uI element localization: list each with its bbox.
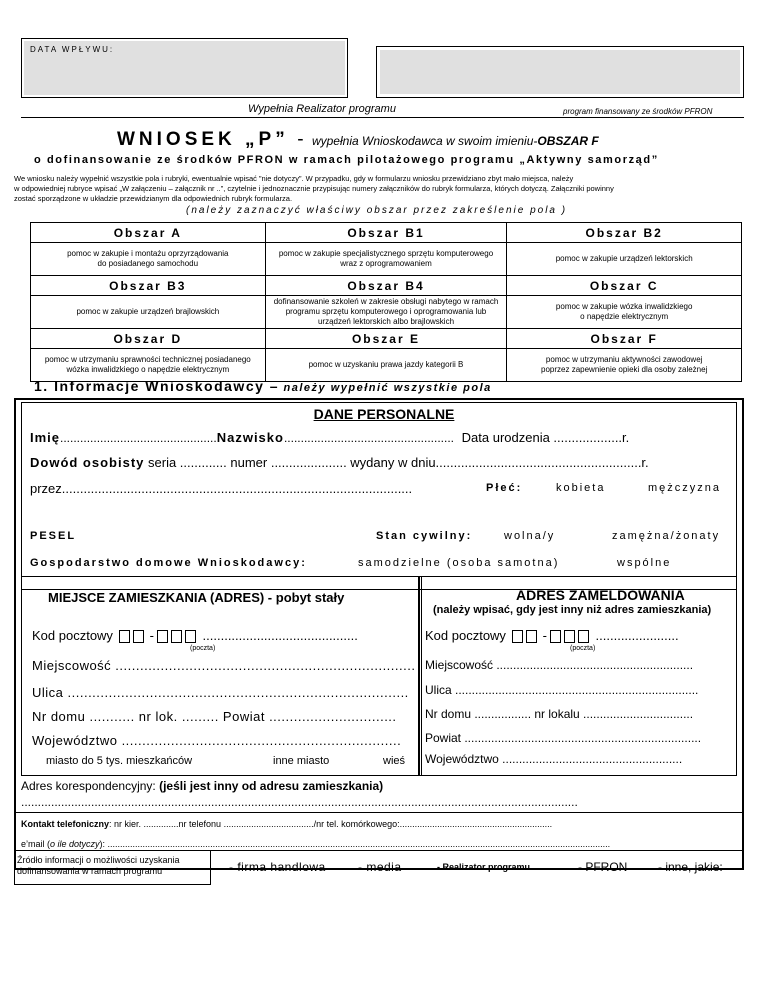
marital-married-option[interactable] — [612, 530, 720, 542]
household-shared-label: wspólne — [617, 557, 672, 569]
address-column-divider — [418, 576, 420, 776]
registration-title: ADRES ZAMELDOWANIA — [516, 587, 685, 603]
correspondence-label: Adres korespondencyjny: — [21, 779, 156, 793]
source-pfron-option[interactable]: - PFRON — [578, 860, 628, 874]
instructions — [14, 174, 754, 204]
info-source-label-line1: Źródło informacji o możliwości uzyskania — [17, 855, 180, 865]
registration-number-box — [376, 46, 744, 98]
area-b3-desc: pomoc w zakupie urządzeń brajlowskich — [31, 296, 266, 329]
email-note: o ile dotyczy — [50, 839, 100, 849]
date-received-label: DATA WPŁYWU: — [30, 45, 115, 54]
area-b3-cell[interactable]: Obszar B3 — [31, 276, 266, 296]
sex-female-option[interactable] — [556, 482, 605, 494]
area-f-desc: pomoc w utrzymaniu aktywności zawodowej poprzez zapewnienie opieki dla osoby zależnej — [507, 349, 742, 382]
locality-small-town-option[interactable]: miasto do 5 tys. mieszkańców — [46, 755, 193, 767]
area-e-desc: pomoc w uzyskaniu prawa jazdy kategorii B — [265, 349, 507, 382]
residence-title: MIEJSCE ZAMIESZKANIA (ADRES) - pobyt stały — [48, 590, 345, 605]
area-d-desc: pomoc w utrzymaniu sprawności technicznej posiadanego wózka inwalidzkiego o napędzie elektrycznym — [31, 349, 266, 382]
form-title — [117, 129, 599, 151]
sex-label: Płeć: — [486, 482, 523, 494]
contact-label: Kontakt telefoniczny — [21, 819, 110, 829]
header-divider — [21, 117, 744, 118]
registration-city-field[interactable]: Miejscowość ........................................................... — [425, 658, 694, 672]
locality-village-option[interactable]: wieś — [383, 755, 406, 767]
instructions-line2: w odpowiedniej rubryce wpisać „W załączeniu – załącznik nr ..”, czytelnie i jednoznacznie przypisując numery załączników do rubryk formularza, których dotyczą. Załączniki powinny — [14, 184, 614, 193]
date-received-box — [21, 38, 348, 98]
source-commercial-option[interactable]: - firma handlowa — [229, 860, 326, 874]
email-row — [21, 839, 610, 849]
registration-post-office-field[interactable]: ....................... — [595, 628, 679, 643]
area-d-cell[interactable]: Obszar D — [31, 329, 266, 349]
residence-street-field[interactable]: Ulica ................................................................................... — [32, 685, 409, 700]
realizator-note: Wypełnia Realizator programu — [248, 103, 396, 115]
area-b1-desc: pomoc w zakupie specjalistycznego sprzętu komputerowego wraz z oprogramowaniem — [265, 243, 507, 276]
registration-county-field[interactable]: Powiat ....................................................................... — [425, 731, 702, 745]
form-title-dash: - — [297, 129, 304, 150]
contact-row — [21, 819, 552, 829]
residence-city-field[interactable]: Miejscowość ......................................................................... — [32, 658, 416, 673]
residence-post-office-field[interactable]: ........................................... — [202, 628, 358, 643]
residence-postcode-row — [32, 628, 358, 643]
form-title-line2: o dofinansowanie ze środków PFRON w ramach pilotażowego programu „Aktywny samorząd” — [34, 154, 659, 166]
correspondence-note: (jeśli jest inny od adresu zamieszkania) — [159, 779, 384, 793]
birth-date-field[interactable]: Data urodzenia ...................r. — [461, 430, 630, 445]
info-source-label-line2: dofinansowania w ramach programu — [17, 866, 163, 876]
correspondence-row — [21, 779, 383, 793]
email-label: e’mail ( — [21, 839, 51, 849]
source-realizator-option[interactable]: - Realizator programu — [437, 862, 531, 872]
marital-single-label: wolna/y — [504, 530, 556, 542]
instructions-line3: zostać sporządzone w układzie przewidzianym dla odpowiednich rubryk formularza. — [14, 194, 293, 203]
area-b2-desc: pomoc w zakupie urządzeń lektorskich — [507, 243, 742, 276]
area-b4-desc: dofinansowanie szkoleń w zakresie obsługi nabytego w ramach programu sprzętu komputerowego i oprogramowania lub urządzeń lektorskich albo brajlowskich — [265, 296, 507, 329]
registration-postcode-boxes[interactable]: - — [512, 628, 592, 643]
area-b1-cell[interactable]: Obszar B1 — [265, 223, 507, 243]
last-name-label: Nazwisko — [216, 430, 284, 445]
id-card-label: Dowód osobisty — [30, 455, 145, 470]
marital-single-option[interactable] — [504, 530, 555, 542]
issued-by-field[interactable]: przez................................................................................................. — [30, 481, 413, 496]
form-title-subtitle: wypełnia Wnioskodawca w swoim imieniu- — [311, 134, 538, 148]
residence-house-field[interactable]: Nr domu ........... nr lok. ......... Powiat ............................... — [32, 709, 397, 724]
email-field[interactable]: ): ......................................................................................................................................................................................................... — [99, 839, 611, 849]
correspondence-field[interactable]: ....................................................................................................................................................................... — [21, 795, 578, 809]
pesel-label: PESEL — [30, 530, 77, 542]
household-shared-option[interactable] — [617, 557, 671, 569]
household-single-option[interactable] — [358, 557, 559, 569]
areas-table — [30, 222, 742, 382]
residence-post-office-label: (poczta) — [190, 645, 216, 652]
section1-note: należy wypełnić wszystkie pola — [283, 382, 492, 394]
area-e-cell[interactable]: Obszar E — [265, 329, 507, 349]
marital-status-label: Stan cywilny: — [376, 530, 473, 542]
registration-postcode-label: Kod pocztowy — [425, 628, 506, 643]
registration-postcode-row — [425, 628, 679, 643]
sex-male-option[interactable] — [648, 482, 721, 494]
section1-title: 1. Informacje Wnioskodawcy – — [34, 378, 280, 394]
form-title-main: WNIOSEK „P” — [117, 129, 289, 150]
household-label: Gospodarstwo domowe Wnioskodawcy: — [30, 557, 307, 569]
section1-heading — [34, 378, 492, 396]
registration-house-field[interactable]: Nr domu ................. nr lokalu ................................. — [425, 707, 694, 721]
contact-phone-field[interactable]: : nr kier. ..............nr telefonu ..................................../nr tel. komórkowego:............................................................. — [109, 819, 553, 829]
sex-female-label: kobieta — [556, 482, 606, 494]
first-name-field[interactable]: ............................................... — [60, 431, 217, 445]
correspondence-divider — [14, 812, 744, 813]
instructions-line1: We wniosku należy wypełnić wszystkie pola i rubryki, ewentualnie wpisać ”nie dotyczy”. W przypadku, gdy w formularzu wniosku przewidziano zbyt mało miejsca, należy — [14, 174, 574, 183]
residence-voivodeship-field[interactable]: Województwo .................................................................... — [32, 733, 402, 748]
area-a-cell[interactable]: Obszar A — [31, 223, 266, 243]
area-b2-cell[interactable]: Obszar B2 — [507, 223, 742, 243]
form-title-area: OBSZAR F — [537, 134, 599, 148]
registration-subtitle: (należy wpisać, gdy jest inny niż adres zamieszkania) — [433, 604, 712, 616]
first-name-label: Imię — [30, 430, 61, 445]
marital-married-label: zamężna/żonaty — [612, 530, 721, 542]
source-media-option[interactable]: - media — [358, 860, 402, 874]
area-a-desc: pomoc w zakupie i montażu oprzyrządowania do posiadanego samochodu — [31, 243, 266, 276]
registration-voivodeship-field[interactable]: Województwo ...................................................... — [425, 752, 683, 766]
area-c-cell[interactable]: Obszar C — [507, 276, 742, 296]
personal-data-title: DANE PERSONALNE — [313, 406, 455, 422]
last-name-field[interactable]: ................................................... — [283, 431, 455, 445]
residence-postcode-label: Kod pocztowy — [32, 628, 113, 643]
sex-male-label: mężczyzna — [648, 482, 722, 494]
source-other-option[interactable]: - inne, jakie: — [658, 860, 723, 874]
info-source-label — [17, 855, 180, 877]
registration-street-field[interactable]: Ulica ......................................................................... — [425, 683, 699, 697]
id-card-row — [30, 455, 649, 470]
financed-note: program finansowany ze środków PFRON — [563, 107, 713, 116]
registration-post-office-label: (poczta) — [570, 645, 596, 652]
area-b4-cell[interactable]: Obszar B4 — [265, 276, 507, 296]
id-card-field[interactable]: seria ............. numer ..................... wydany w dniu.........................................................r. — [148, 455, 649, 470]
locality-other-city-option[interactable]: inne miasto — [273, 755, 330, 767]
mark-area-note: (należy zaznaczyć właściwy obszar przez zakreślenie pola ) — [186, 205, 568, 216]
name-row — [30, 430, 629, 445]
residence-postcode-boxes[interactable]: - — [119, 628, 199, 643]
area-f-cell[interactable]: Obszar F — [507, 329, 742, 349]
household-single-label: samodzielne (osoba samotna) — [358, 557, 560, 569]
area-c-desc: pomoc w zakupie wózka inwalidzkiego o napędzie elektrycznym — [507, 296, 742, 329]
